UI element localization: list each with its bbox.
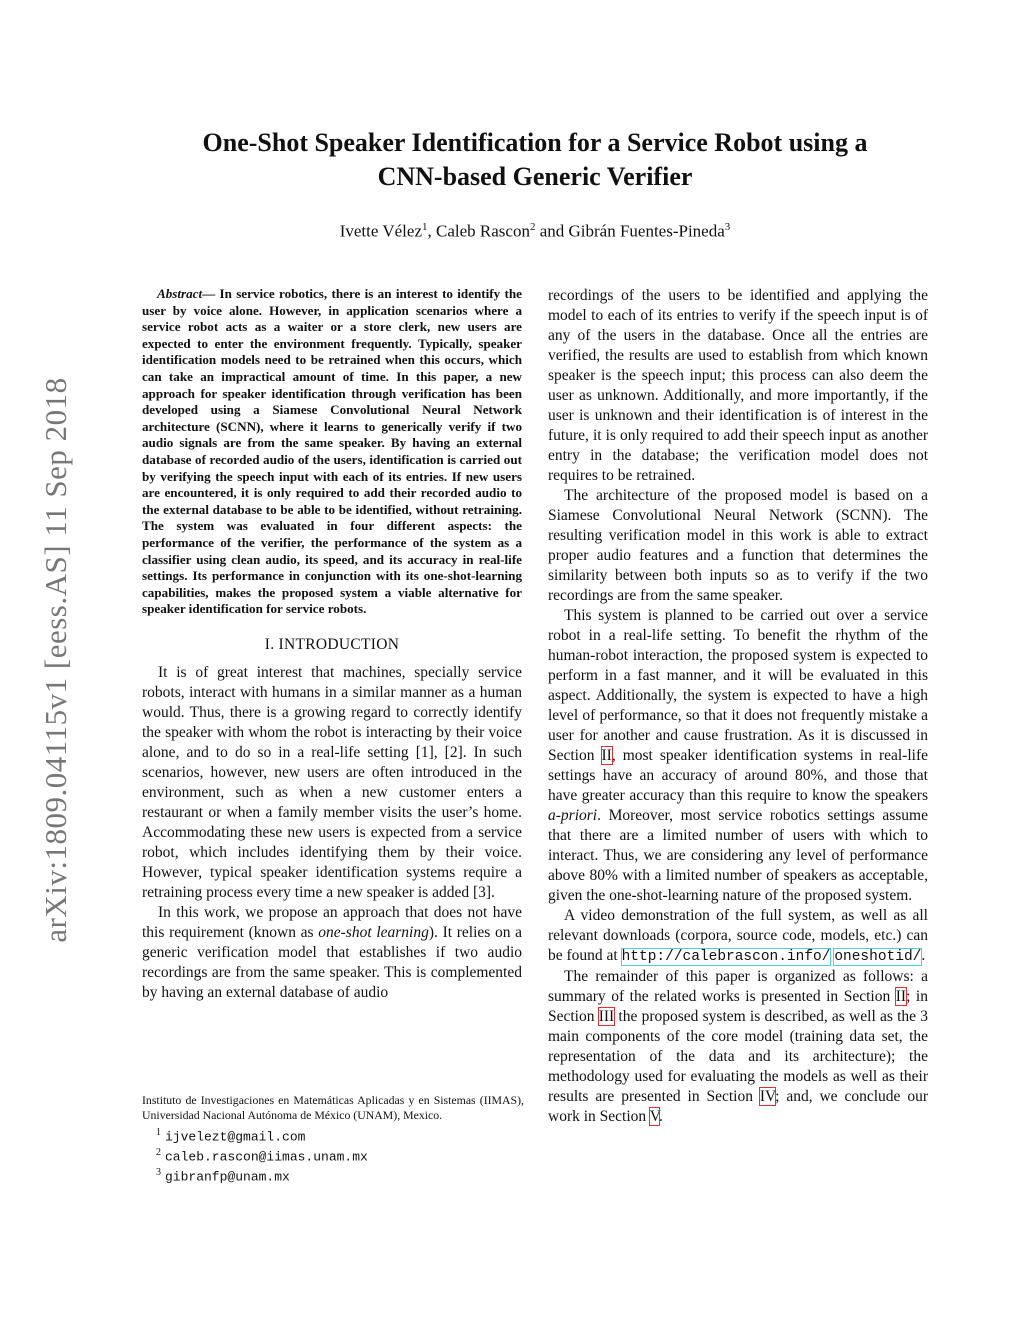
intro-p2-italic: one-shot learning <box>318 923 429 941</box>
email-3: gibranfp@unam.mx <box>165 1168 290 1184</box>
paper-title <box>140 126 930 194</box>
p5-text-a: The remainder of this paper is organized as follows: a summary of the related works is presented in Section <box>548 968 928 1005</box>
abstract-dash: — <box>202 286 220 301</box>
footnote-email-3 <box>142 1165 524 1185</box>
section-heading-introduction: I. INTRODUCTION <box>264 635 400 653</box>
author-1-affil: 1 <box>422 221 428 233</box>
footnote-3-number: 3 <box>156 1166 161 1178</box>
footnotes <box>142 1093 524 1184</box>
author-3-affil: 3 <box>724 221 731 233</box>
arxiv-identifier-stamp: arXiv:1809.04115v1 [eess.AS] 11 Sep 2018 <box>38 377 73 943</box>
left-column <box>142 286 522 1003</box>
intro-p2-text-b: ). It relies on a generic verification model that establishes if two audio recordings are from the same speaker. This is complemented by having an external database of audio <box>142 923 523 1001</box>
author-separator-1: , <box>427 221 436 241</box>
p3-italic-apriori: a-priori <box>548 807 598 824</box>
p4-text-a: A video demonstration of the full system, as well as all relevant downloads (corpora, source code, models, etc.) can be found at <box>548 907 928 964</box>
right-paragraph-1: recordings of the users to be identified and applying the model to each of its entries to verify if the speech input is of any of the users in the database. Once all the entries are verified, the results are used to establish from which known speaker is the speech input; this process can also deem the user as unknown. Additionally, and more importantly, if the user is unknown and their identification is of interest in the future, it is only required to add their speech input as another entry in the database; the verification model does not requires to be retrained. <box>548 287 928 484</box>
p5-text-e: . <box>658 1108 663 1125</box>
p3-text-c: . Moreover, most service robotics settings assume that there are a limited number of users with which to interact. Thus, we are considering any level of performance above 80% with a limited number of speakers as acceptable, given the one-shot-learning nature of the proposed system. <box>548 807 928 904</box>
title-line-1: One-Shot Speaker Identification for a Service Robot using a <box>202 128 868 157</box>
author-1: Ivette Vélez <box>339 221 422 241</box>
author-2-affil: 2 <box>529 221 536 233</box>
section-ref-iv[interactable]: IV <box>759 1088 776 1105</box>
footnote-email-2 <box>142 1145 524 1165</box>
email-2: caleb.rascon@iimas.unam.mx <box>165 1149 368 1165</box>
footnote-email-1 <box>142 1125 524 1145</box>
abstract-lead: Abstract <box>157 286 203 301</box>
right-paragraph-2: The architecture of the proposed model is based on a Siamese Convolutional Neural Network (SCNN). The resulting verification model in this work is able to extract proper audio features and a function that determines the similarity between both inputs so as to verify if the two recordings are from the same speaker. <box>548 487 928 604</box>
right-column <box>548 286 928 1127</box>
author-separator-2: and <box>535 221 569 241</box>
abstract <box>142 286 522 618</box>
intro-paragraph-2 <box>142 903 522 1003</box>
section-ref-ii-2[interactable]: II <box>895 988 907 1005</box>
email-1: ijvelezt@gmail.com <box>165 1129 306 1145</box>
p4-text-b: . <box>921 947 926 964</box>
p3-text-a: This system is planned to be carried out over a service robot in a real-life setting. To benefit the rhythm of the human-robot interaction, the proposed system is expected to perform in a fast manner, and it will be evaluated in this aspect. Additionally, the system is expected to have a high level of performance, so that it does not frequently mistake a user for another and cause frustration. As it is discussed in Section <box>548 607 928 764</box>
p3-text-b: , most speaker identification systems in real-life settings have an accuracy of around 80%, and those that have greater accuracy than this require to know the speakers <box>548 747 928 804</box>
intro-paragraph-1: It is of great interest that machines, specially service robots, interact with humans in a similar manner as a human would. Thus, there is a growing regard to correctly identify the speaker with whom the robot is interacting by their voice alone, and to do so in a real-life setting [1], [2]. In such scenarios, however, new users are often introduced in the environment, such as when a new customer enters a restaurant or when a family member visits the user’s home. Accommodating these new users is expected from a service robot, which includes identifying them by their voice. However, typical speaker identification systems require a retraining process every time a new speaker is added [3]. <box>142 663 522 901</box>
section-ref-iii[interactable]: III <box>598 1008 615 1025</box>
p5-text-c: the proposed system is described, as well as the 3 main components of the core model (training data set, the representation of the data and its architecture); the methodology used for evaluating the models as well as their results are presented in Section <box>548 1008 928 1105</box>
author-2: Caleb Rascon <box>436 221 530 241</box>
right-paragraph-4 <box>548 906 928 967</box>
footnote-1-number: 1 <box>156 1127 161 1138</box>
title-line-2: CNN-based Generic Verifier <box>377 162 693 191</box>
author-list <box>140 221 930 242</box>
section-ref-ii[interactable]: II <box>601 747 612 764</box>
section-ref-v[interactable]: V <box>649 1108 659 1125</box>
right-paragraph-3 <box>548 606 928 906</box>
intro-p2-text-a: In this work, we propose an approach that does not have this requirement (known as <box>142 903 522 941</box>
p5-text-b: ; in Section <box>548 988 928 1025</box>
affiliation-note: Instituto de Investigaciones en Matemáticas Aplicadas y en Sistemas (IIMAS), Universidad Nacional Autónoma de México (UNAM), Mexico. <box>142 1093 524 1122</box>
author-3: Gibrán Fuentes-Pineda <box>568 221 725 241</box>
demo-url-link-part2[interactable]: oneshotid/ <box>834 949 922 965</box>
footnote-2-number: 2 <box>156 1146 161 1158</box>
right-paragraph-5 <box>548 967 928 1127</box>
p5-text-d: ; and, we conclude our work in Section <box>548 1088 928 1125</box>
demo-url-link-part1[interactable]: http://calebrascon.info/ <box>621 949 831 965</box>
abstract-text: In service robotics, there is an interest to identify the user by voice alone. However, in application scenarios where a service robot acts as a waiter or a store clerk, new users are expected to enter the environment frequently. Typically, speaker identification models need to be retrained when this occurs, which can take an impractical amount of time. In this paper, a new approach for speaker identification through verification has been developed using a Siamese Convolutional Neural Network architecture (SCNN), where it learns to generically verify if two audio signals are from the same speaker. By having an external database of recorded audio of the users, identification is carried out by verifying the speech input with each of its entries. If new users are encountered, it is only required to add their recorded audio to the external database to be able to be identified, without retraining. The system was evaluated in four different aspects: the performance of the verifier, the performance of the system as a classifier using clean audio, its speed, and its accuracy in real-life settings. Its performance in conjunction with its one-shot-learning capabilities, makes the proposed system a viable alternative for speaker identification for service robots. <box>142 286 522 617</box>
